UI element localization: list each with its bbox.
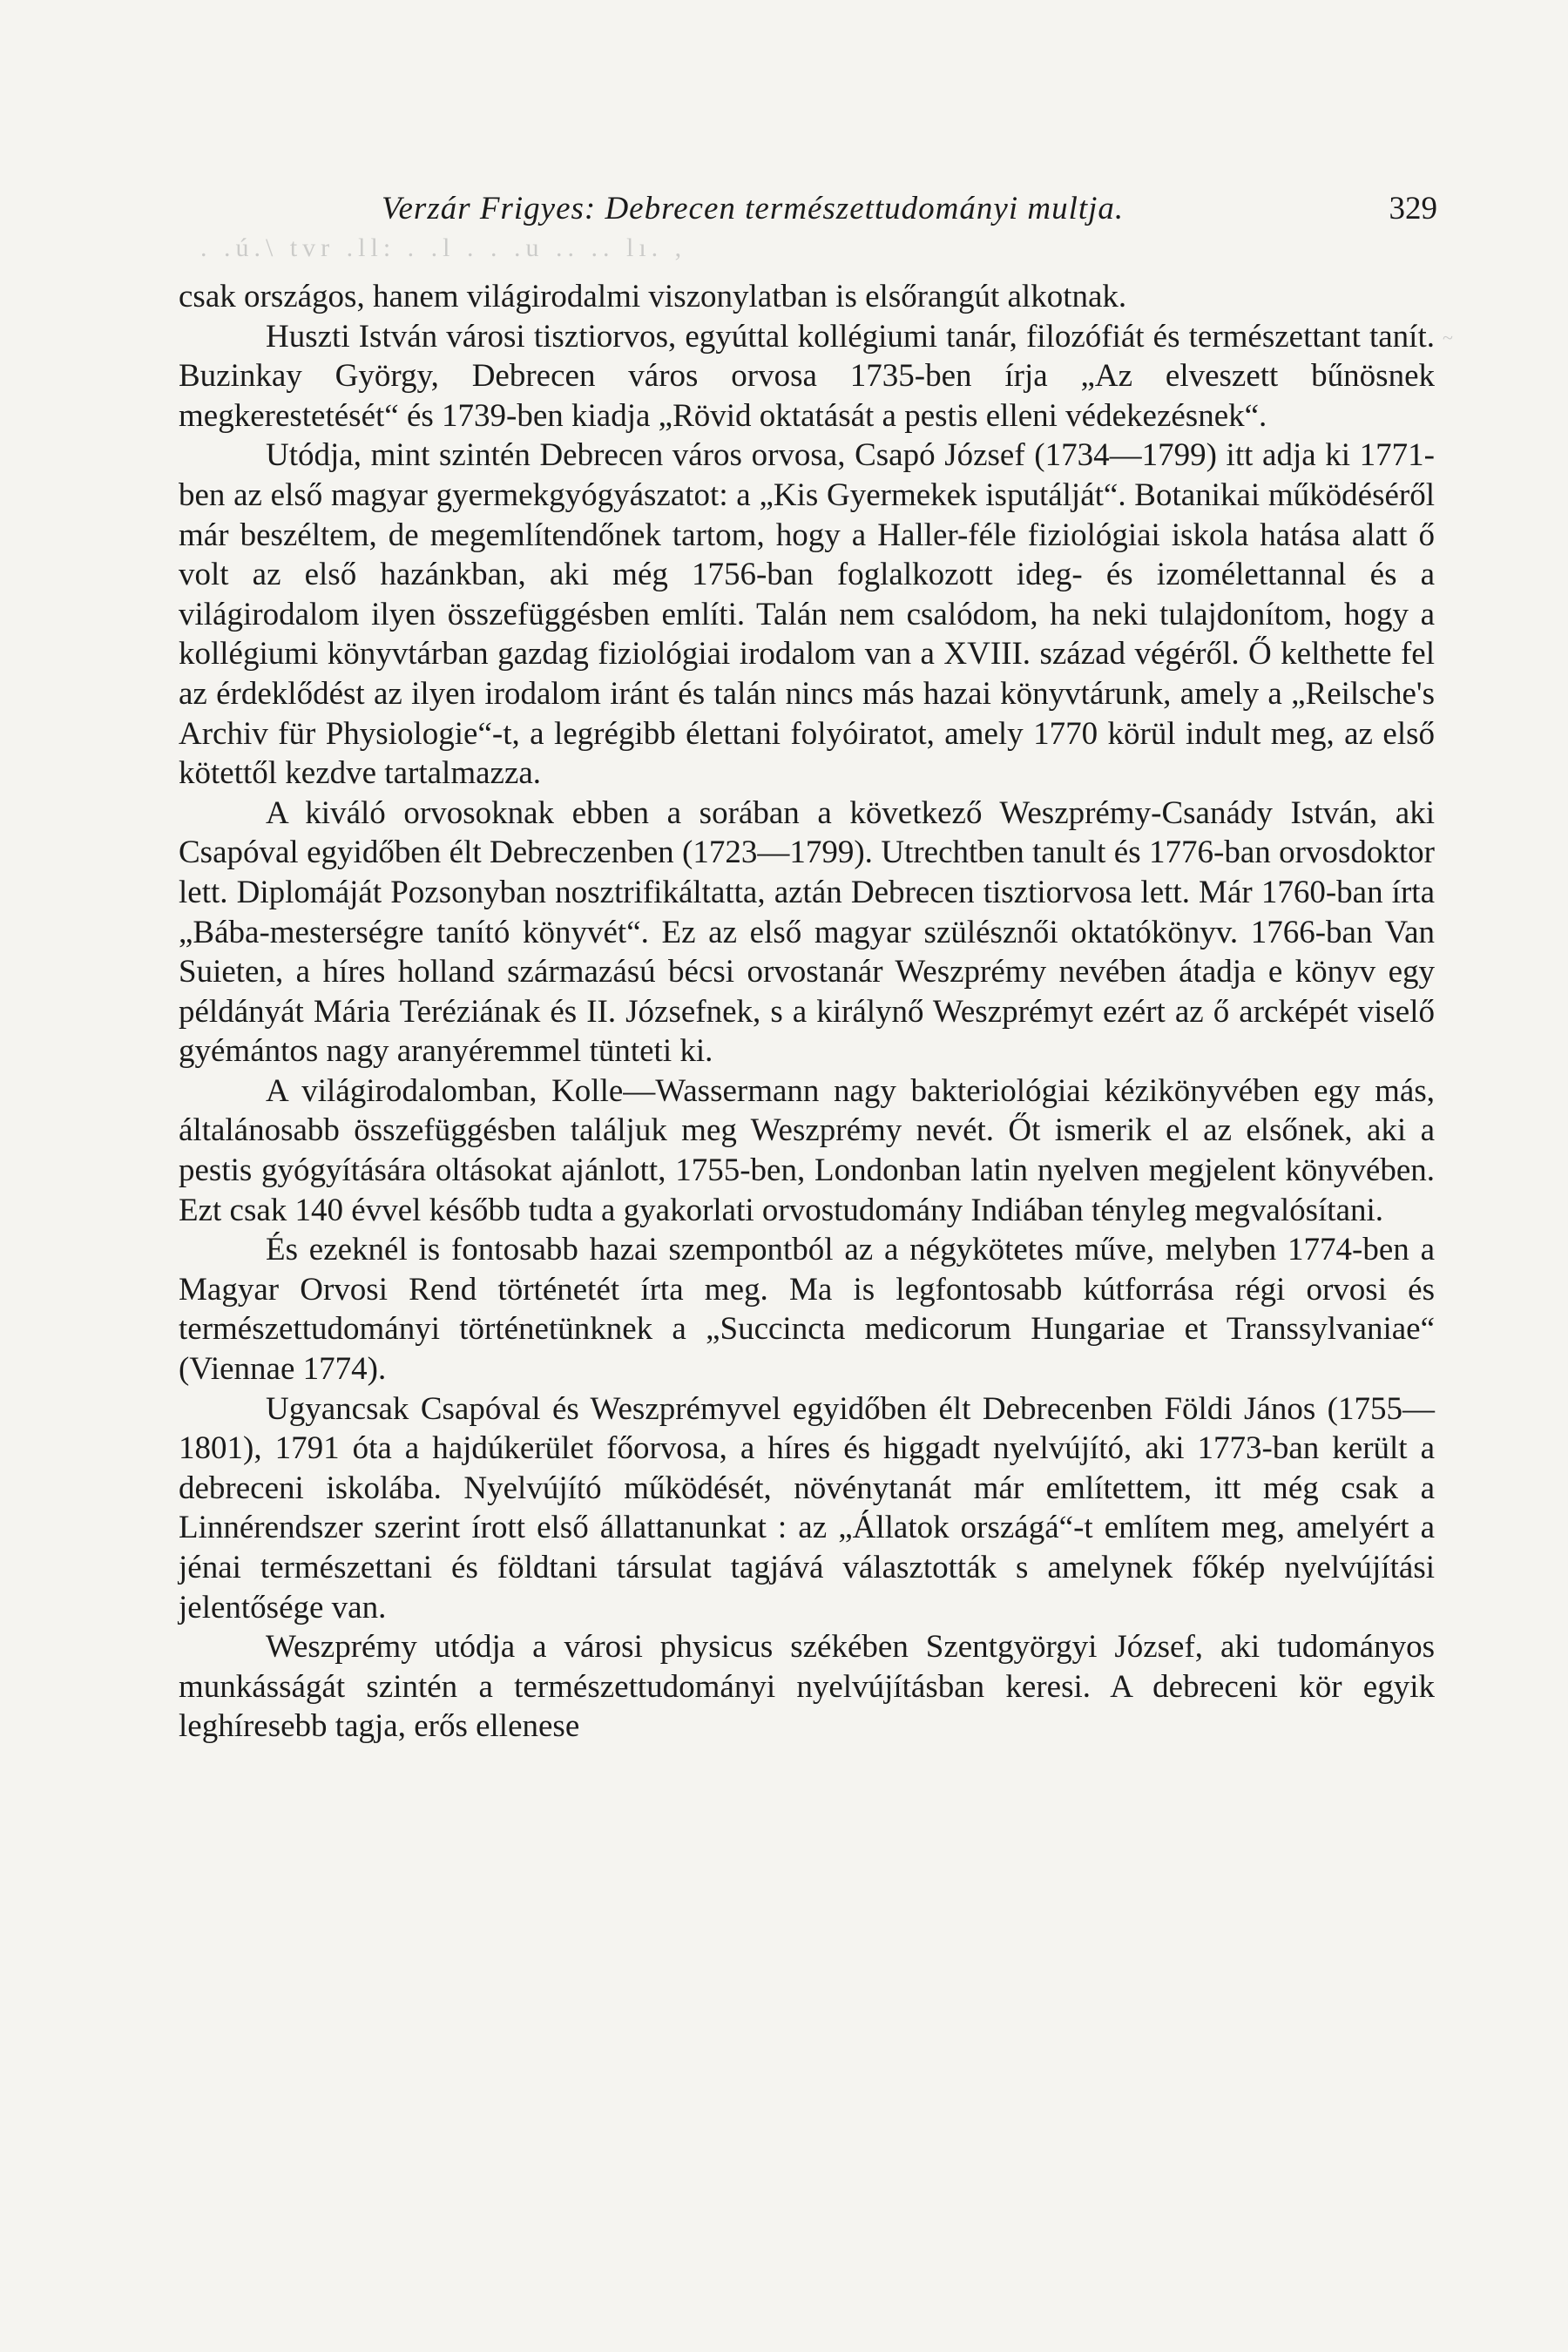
paragraph: Huszti István városi tisztiorvos, egyúttal kollégiumi tanár, filozófiát és természettant tanít. Buzinkay György, Debrecen város orvosa 1735-ben írja „Az elveszett bűnösnek megkerestetését“ és 1739-ben kiadja „Rövid oktatását a pestis elleni védekezésnek“. bbox=[179, 318, 1435, 434]
paragraph: A kiváló orvosoknak ebben a sorában a következő Weszprémy-Csanády István, aki Csapóval egyidőben élt Debreczenben (1723—1799). Utrechtben tanult és 1776-ban orvosdoktor lett. Diplomáját Pozsonyban nosztrifikáltatta, aztán Debrecen tisztiorvosa lett. Már 1760-ban írta „Bába-mesterségre tanító könyvét“. Ez az első magyar szülésznői oktatókönyv. 1766-ban Van Suieten, a híres holland származású bécsi orvostanár Weszprémy nevében átadja e könyv egy példányát Mária Teréziának és II. Józsefnek, s a királynő Weszprémyt ezért az ő arcképét viselő gyémántos nagy aranyéremmel tünteti ki. bbox=[179, 794, 1435, 1070]
running-title: Verzár Frigyes: Debrecen természettudományi multja. bbox=[382, 191, 1125, 226]
paragraph: Utódja, mint szintén Debrecen város orvosa, Csapó József (1734—1799) itt adja ki 1771-ben az első magyar gyermekgyógyászatot: a „Kis Gyermekek isputálját“. Botanikai működéséről már beszéltem, de megemlítendőnek tartom, hogy a Haller-féle fiziológiai iskola hatása alatt ő volt az első hazánkban, aki még 1756-ban foglalkozott ideg- és izomélettannal és a világirodalom ilyen összefüggésben említi. Talán nem csalódom, ha neki tulajdonítom, hogy a kollégiumi könyvtárban gazdag fiziológiai irodalom van a XVIII. század végéről. Ő kelthette fel az érdeklődést az ilyen irodalom iránt és talán nincs más hazai könyvtárunk, amely a „Reilsche's Archiv für Physiologie“-t, a legrégibb élettani folyóiratot, amely 1770 körül indult meg, az első kötettől kezdve tartalmazza. bbox=[179, 437, 1435, 792]
paragraph: csak országos, hanem világirodalmi viszonylatban is elsőrangút alkotnak. bbox=[179, 279, 1127, 314]
paragraph: Ugyancsak Csapóval és Weszprémyvel egyidőben élt Debrecenben Földi János (1755—1801), 1791 óta a hajdúkerület főorvosa, a híres és higgadt nyelvújító, aki 1773-ban került a debreceni iskolába. Nyelvújító működését, növénytanát már említettem, itt még csak a Linnérendszer szerint írott első állattanunkat : az „Állatok országá“-t említem meg, amelyért a jénai természettani és földtani társulat tagjává választották s amelynek főkép nyelvújítási jelentősége van. bbox=[179, 1390, 1435, 1625]
margin-mark-icon: ~ bbox=[1443, 327, 1453, 348]
bleed-through-text: . .ú.\ tvr .ll: . .l . . .u .. .. lı. , bbox=[200, 233, 687, 262]
page-number: 329 bbox=[1389, 191, 1437, 226]
paragraph: És ezeknél is fontosabb hazai szempontból az a négykötetes műve, melyben 1774-ben a Magyar Orvosi Rend történetét írta meg. Ma is legfontosabb kútforrása régi orvosi és természettudományi történetünknek a „Succincta medicorum Hungariae et Transsylvaniae“ (Viennae 1774). bbox=[179, 1232, 1435, 1388]
paragraph: Weszprémy utódja a városi physicus székében Szentgyörgyi József, aki tudományos munkásságát szintén a természettudományi nyelvújításban keresi. A debreceni kör egyik leghíresebb tagja, erős ellenese bbox=[179, 1629, 1435, 1745]
body-text bbox=[179, 277, 1435, 1747]
page-header bbox=[174, 190, 1437, 233]
paragraph: A világirodalomban, Kolle—Wassermann nagy bakteriológiai kézikönyvében egy más, általánosabb összefüggésben találjuk meg Weszprémy nevét. Őt ismerik el az elsőnek, aki a pestis gyógyítására oltásokat ajánlott, 1755-ben, Londonban latin nyelven megjelent könyvében. Ezt csak 140 évvel később tudta a gyakorlati orvostudomány Indiában tényleg megvalósítani. bbox=[179, 1072, 1435, 1228]
